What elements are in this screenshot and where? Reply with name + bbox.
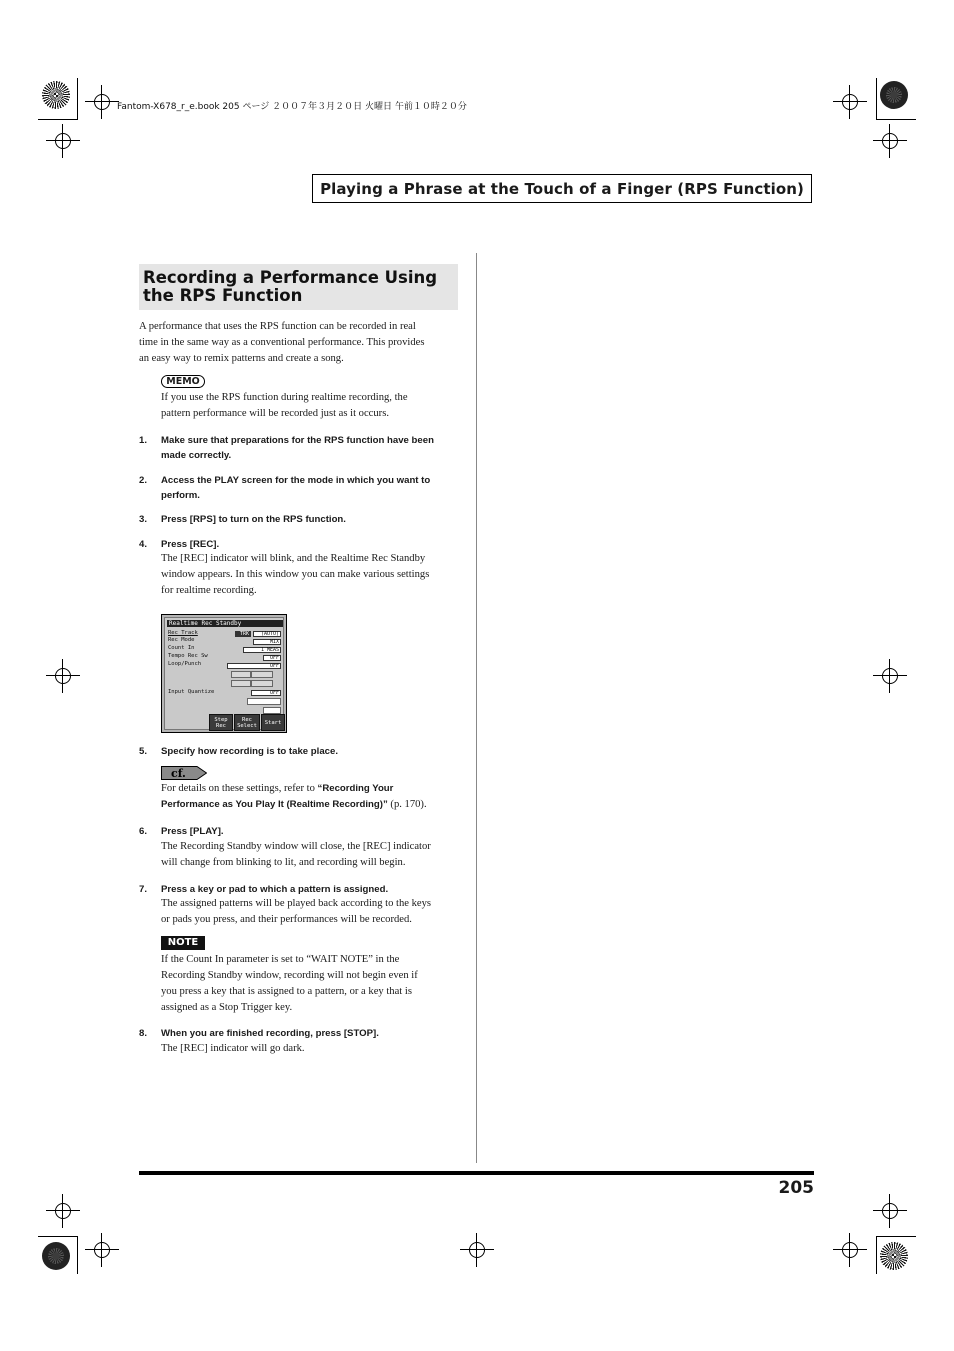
chapter-title: Playing a Phrase at the Touch of a Finger (RPS Function) [320, 179, 804, 198]
lcd-label-rec-mode: Rec Mode [168, 637, 195, 643]
step-instruction: Press [PLAY]. [161, 826, 224, 837]
step-body: The [REC] indicator will go dark. [161, 1043, 305, 1054]
cf-text: For details on these settings, refer to “Recording Your Performance as You Play It (Realtime Recording)” (p. 170). [161, 783, 427, 810]
lcd-label-tempo-rec-sw: Tempo Rec Sw [168, 653, 208, 659]
lcd-value-trk: TRK [235, 631, 251, 637]
registration-mark [469, 1242, 485, 1258]
lcd-value-rec-mode: MIX [253, 639, 281, 645]
registration-mark [882, 1203, 898, 1219]
lcd-value-tempo-rec-sw: OFF [263, 655, 281, 661]
section-title: Recording a Performance Using the RPS Function [143, 268, 438, 305]
note-text: If the Count In parameter is set to “WAIT NOTE” in the Recording Standby window, recording will not begin even if you press a key that is assigned to a pattern, or a key that is assigned as a Stop Trigger key. [161, 954, 418, 1013]
lcd-quantize-field [247, 698, 281, 705]
step-number: 4. [139, 539, 148, 550]
step-body: The assigned patterns will be played back according to the keys or pads you press, and their performances will be recorded. [161, 898, 432, 925]
lcd-value-input-quantize: OFF [251, 690, 281, 696]
footer-rule [139, 1171, 814, 1175]
memo-badge: MEMO [161, 375, 205, 388]
step-instruction: Make sure that preparations for the RPS function have been made correctly. [161, 435, 434, 461]
lcd-step-rec-button: Step Rec [209, 714, 233, 731]
realtime-rec-standby-screenshot [161, 614, 287, 733]
step-number: 8. [139, 1028, 148, 1039]
step-body: The [REC] indicator will blink, and the Realtime Rec Standby window appears. In this window you can make various settings for realtime recording. [161, 553, 430, 596]
registration-mark [55, 1203, 71, 1219]
lcd-label-rec-track: Rec Track [168, 630, 198, 636]
lcd-locator-cell [251, 671, 273, 678]
step-instruction: Press [REC]. [161, 539, 220, 550]
step-instruction: Press a key or pad to which a pattern is assigned. [161, 884, 389, 895]
column-divider [476, 253, 477, 1163]
step-number: 3. [139, 514, 148, 525]
step-number: 2. [139, 475, 148, 486]
step-instruction: When you are finished recording, press [STOP]. [161, 1028, 379, 1039]
lcd-value-count-in: 1 MEAS [243, 647, 281, 653]
memo-text: If you use the RPS function during realtime recording, the pattern performance will be recorded just as it occurs. [161, 392, 408, 419]
step-number: 5. [139, 746, 148, 757]
step-instruction: Access the PLAY screen for the mode in which you want to perform. [161, 475, 431, 501]
registration-mark [882, 133, 898, 149]
lcd-window-title: Realtime Rec Standby [167, 620, 283, 627]
registration-mark [94, 94, 110, 110]
cf-badge [161, 766, 207, 780]
step-number: 1. [139, 435, 148, 446]
page-number: 205 [778, 1178, 814, 1198]
lcd-locator-cell [231, 671, 251, 678]
step-number: 7. [139, 884, 148, 895]
lcd-panel [164, 617, 284, 730]
registration-mark [94, 1242, 110, 1258]
lcd-quantize-field [263, 707, 281, 714]
step-instruction: Press [RPS] to turn on the RPS function. [161, 514, 346, 525]
lcd-start-button: Start [261, 714, 285, 731]
color-target-mark [42, 1242, 70, 1270]
step-body: The Recording Standby window will close, the [REC] indicator will change from blinking to lit, and recording will begin. [161, 841, 431, 868]
registration-mark [842, 94, 858, 110]
file-header: Fantom-X678_r_e.book 205 ページ ２００７年３月２０日 火曜日 午前１０時２０分 [117, 102, 467, 112]
registration-mark [882, 668, 898, 684]
note-badge: NOTE [161, 936, 205, 950]
section-heading [139, 264, 458, 310]
registration-mark [55, 668, 71, 684]
registration-mark [55, 133, 71, 149]
step-instruction: Specify how recording is to take place. [161, 746, 339, 757]
intro-paragraph: A performance that uses the RPS function can be recorded in real time in the same way as a conventional performance. This provides an easy way to remix patterns and create a song. [139, 321, 425, 364]
lcd-locator-cell [231, 680, 251, 687]
color-target-mark [42, 81, 70, 109]
lcd-locator-cell [251, 680, 273, 687]
svg-text:cf.: cf. [171, 767, 186, 780]
step-number: 6. [139, 826, 148, 837]
chapter-heading [312, 174, 812, 203]
lcd-value-auto: (AUTO) [253, 631, 281, 637]
lcd-label-loop-punch: Loop/Punch [168, 661, 202, 667]
lcd-value-loop-punch: OFF [227, 663, 281, 669]
color-target-mark [880, 81, 908, 109]
color-target-mark [880, 1242, 908, 1270]
lcd-label-input-quantize: Input Quantize [168, 689, 215, 695]
lcd-rec-select-button: Rec Select [234, 714, 260, 731]
registration-mark [842, 1242, 858, 1258]
lcd-label-count-in: Count In [168, 645, 195, 651]
